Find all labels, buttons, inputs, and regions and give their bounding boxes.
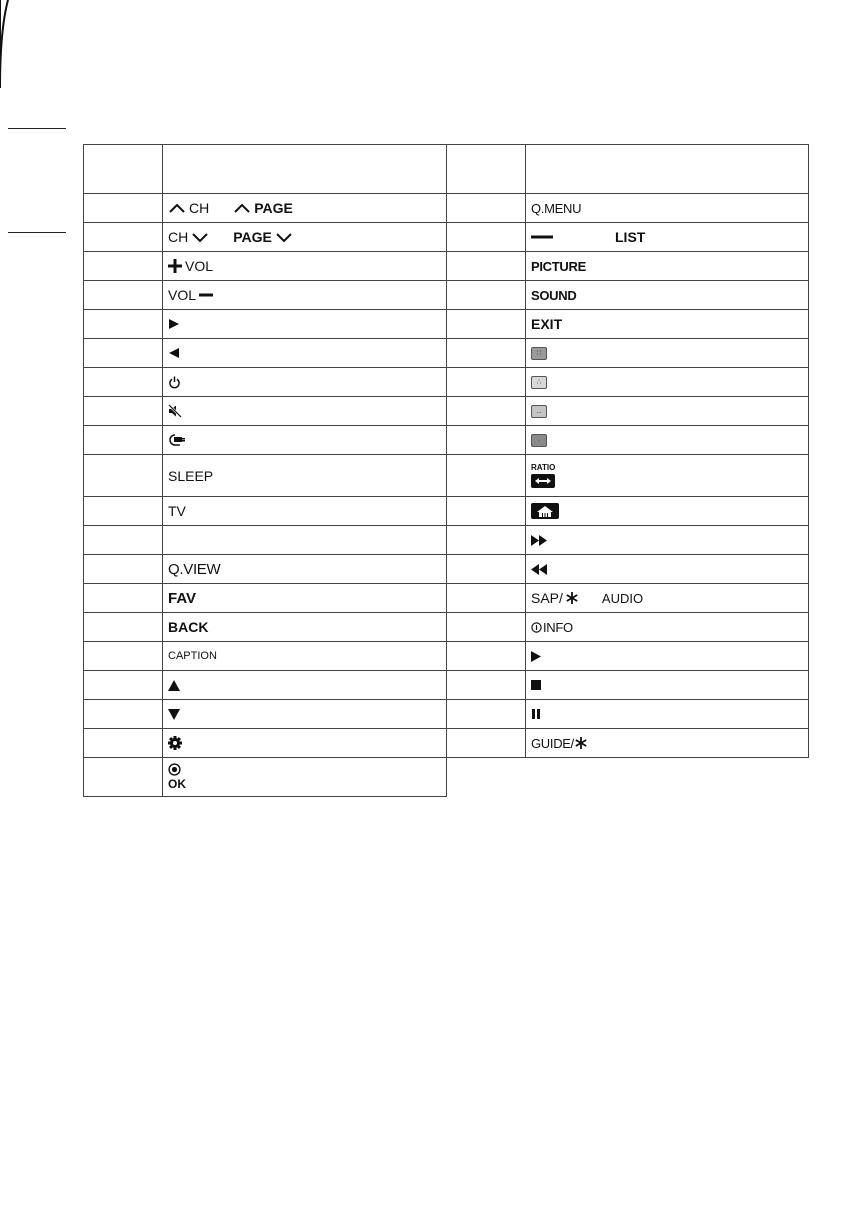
header-cell: [163, 145, 447, 194]
table-row: [84, 700, 809, 729]
table-row: [84, 252, 809, 281]
key-cell: [526, 671, 809, 700]
ch-label: CH: [168, 229, 189, 245]
red-key-icon: ∷: [531, 347, 547, 360]
minus-icon: [199, 288, 213, 302]
key-cell: [163, 497, 447, 526]
key-number-cell: [447, 397, 526, 426]
table-row: [84, 368, 809, 397]
pause-icon: [531, 709, 541, 719]
key-number-cell: [84, 613, 163, 642]
key-cell: [163, 671, 447, 700]
key-cell: [526, 455, 809, 497]
key-number-cell: [447, 455, 526, 497]
key-cell: [163, 729, 447, 758]
key-number-cell: [447, 194, 526, 223]
key-number-cell: [84, 729, 163, 758]
table-row: [84, 397, 809, 426]
key-cell: [163, 252, 447, 281]
key-number-cell: [447, 526, 526, 555]
key-cell: [163, 526, 447, 555]
side-rule-top: [8, 128, 66, 129]
key-number-cell: [84, 368, 163, 397]
table-row: [84, 194, 809, 223]
key-cell: [526, 397, 809, 426]
blank-cell: [526, 758, 809, 797]
sound-label: SOUND: [531, 287, 577, 303]
play-right-icon: [168, 318, 180, 330]
page-label: PAGE: [254, 200, 293, 216]
fast-forward-icon: [531, 535, 547, 546]
page-label: PAGE: [233, 229, 272, 245]
side-rule-bottom: [8, 232, 66, 233]
key-number-cell: [447, 497, 526, 526]
key-number-cell: [84, 455, 163, 497]
key-cell: [526, 555, 809, 584]
key-number-cell: [447, 426, 526, 455]
arrow-down-icon: [168, 709, 180, 720]
exit-label: EXIT: [531, 316, 563, 332]
key-number-cell: [84, 310, 163, 339]
play-left-icon: [168, 347, 180, 359]
stop-icon: [531, 680, 541, 690]
key-cell: [163, 194, 447, 223]
key-number-cell: [84, 397, 163, 426]
key-number-cell: [84, 252, 163, 281]
key-cell: [163, 584, 447, 613]
fav-label: FAV: [168, 589, 197, 607]
table-row: [84, 310, 809, 339]
key-number-cell: [447, 368, 526, 397]
sap-label: SAP/: [531, 590, 563, 606]
table-row: [84, 426, 809, 455]
key-number-cell: [447, 671, 526, 700]
play-icon: [531, 651, 541, 662]
table-row: [84, 584, 809, 613]
key-cell: [163, 613, 447, 642]
back-label: BACK: [168, 619, 209, 635]
table-row: [84, 613, 809, 642]
key-cell: [526, 310, 809, 339]
key-number-cell: [447, 223, 526, 252]
key-cell: [163, 642, 447, 671]
arrow-up-icon: [168, 680, 180, 691]
table-row: [84, 339, 809, 368]
blue-key-icon: ·: [531, 434, 547, 447]
key-cell: [526, 729, 809, 758]
dash-icon: [531, 233, 553, 241]
key-number-cell: [447, 729, 526, 758]
home-icon: [531, 503, 559, 519]
key-number-cell: [447, 281, 526, 310]
mute-icon: [168, 404, 182, 418]
key-cell: [526, 426, 809, 455]
key-cell: [526, 368, 809, 397]
rewind-icon: [531, 564, 547, 575]
key-cell: [526, 526, 809, 555]
table-row: [84, 223, 809, 252]
guide-label: GUIDE/: [531, 735, 574, 751]
key-number-cell: [447, 613, 526, 642]
key-cell: [526, 584, 809, 613]
chevron-up-icon: [168, 202, 186, 214]
chevron-up-icon: [233, 202, 251, 214]
key-cell: [163, 397, 447, 426]
key-number-cell: [84, 700, 163, 729]
key-cell: [526, 642, 809, 671]
asterisk-icon: [566, 592, 578, 604]
key-number-cell: [84, 758, 163, 797]
key-number-cell: [447, 339, 526, 368]
key-number-cell: [447, 252, 526, 281]
table-row: [84, 729, 809, 758]
input-icon: [168, 433, 186, 447]
key-cell: [526, 281, 809, 310]
yellow-key-icon: ‥: [531, 405, 547, 418]
table-row: [84, 281, 809, 310]
key-cell: [163, 310, 447, 339]
tv-label: TV: [168, 503, 186, 519]
key-number-cell: [84, 584, 163, 613]
audio-label: AUDIO: [601, 590, 644, 606]
table-row: [84, 555, 809, 584]
key-number-cell: [447, 642, 526, 671]
header-cell: [84, 145, 163, 194]
picture-label: PICTURE: [531, 258, 586, 274]
plus-icon: [168, 259, 182, 273]
key-number-cell: [84, 223, 163, 252]
key-cell: [526, 223, 809, 252]
header-cell: [526, 145, 809, 194]
key-number-cell: [447, 584, 526, 613]
key-number-cell: [447, 700, 526, 729]
power-icon: [168, 376, 181, 389]
key-number-cell: [84, 194, 163, 223]
green-key-icon: ∴: [531, 376, 547, 389]
key-cell: [526, 339, 809, 368]
table-row: [84, 455, 809, 497]
key-number-cell: [84, 281, 163, 310]
key-number-cell: [84, 339, 163, 368]
chevron-down-icon: [275, 231, 293, 243]
key-cell: [163, 700, 447, 729]
key-number-cell: [84, 426, 163, 455]
key-number-cell: [84, 555, 163, 584]
key-cell: [163, 455, 447, 497]
key-cell: [163, 339, 447, 368]
qmenu-label: Q.MENU: [531, 200, 582, 216]
table-header-row: [84, 145, 809, 194]
key-cell: [526, 252, 809, 281]
sleep-label: SLEEP: [168, 467, 214, 484]
key-number-cell: [84, 642, 163, 671]
table-row: [84, 758, 809, 797]
key-number-cell: [84, 497, 163, 526]
key-cell: [526, 497, 809, 526]
key-cell: [163, 426, 447, 455]
ch-label: CH: [189, 200, 210, 216]
ok-wheel-icon: [168, 763, 181, 776]
vol-label: VOL: [168, 287, 197, 303]
key-cell: [526, 613, 809, 642]
key-number-cell: [84, 671, 163, 700]
key-cell: [526, 194, 809, 223]
header-cell: [447, 145, 526, 194]
table-row: [84, 642, 809, 671]
list-label: LIST: [615, 229, 646, 245]
remote-key-table: [83, 144, 809, 797]
key-cell: [163, 281, 447, 310]
table-row: [84, 526, 809, 555]
ratio-label: RATIO: [531, 463, 556, 472]
key-cell: [163, 758, 447, 797]
info-label: INFO: [543, 619, 573, 635]
key-cell: [526, 700, 809, 729]
key-number-cell: [84, 526, 163, 555]
ok-label: OK: [168, 777, 186, 791]
info-circle-icon: [531, 622, 542, 633]
key-number-cell: [447, 555, 526, 584]
chevron-down-icon: [191, 231, 209, 243]
key-cell: [163, 223, 447, 252]
table-row: [84, 497, 809, 526]
key-cell: [163, 368, 447, 397]
vol-label: VOL: [185, 258, 214, 274]
key-cell: [163, 555, 447, 584]
aspect-ratio-icon: [531, 474, 555, 488]
table-row: [84, 671, 809, 700]
key-number-cell: [447, 310, 526, 339]
settings-gear-icon: [168, 736, 182, 750]
asterisk-icon: [575, 737, 587, 749]
blank-cell: [447, 758, 526, 797]
caption-label: CAPTION: [168, 649, 217, 662]
qview-label: Q.VIEW: [168, 560, 221, 578]
